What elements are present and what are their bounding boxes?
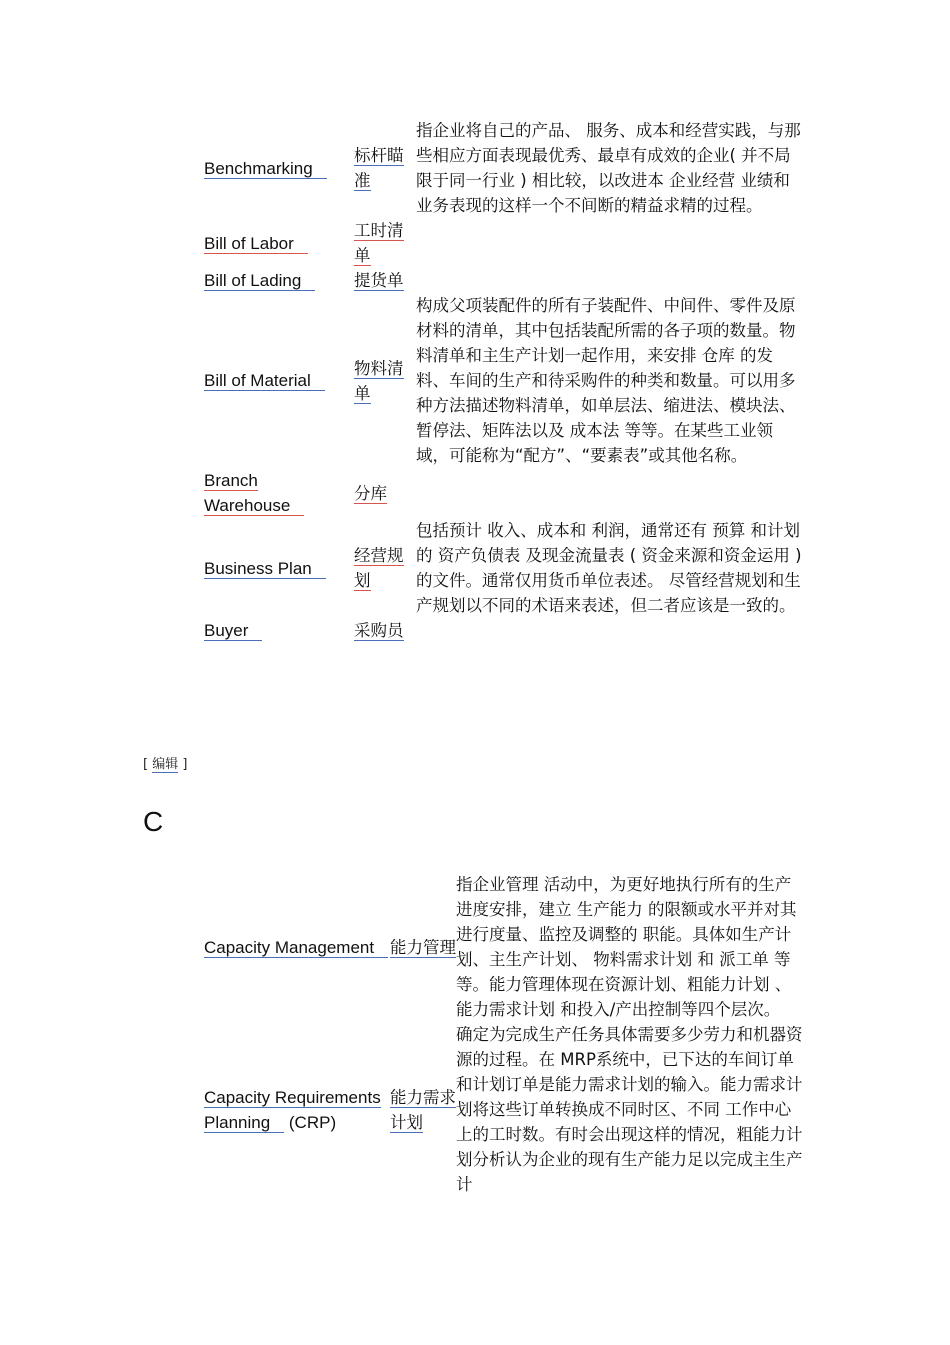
term-bill-of-material[interactable]: Bill of Material — [204, 371, 325, 391]
definition-text — [416, 618, 804, 643]
term-branch-warehouse[interactable]: Branch Warehouse — [204, 471, 304, 516]
definition-text — [416, 268, 804, 293]
cn-term[interactable]: 经营规划 — [354, 546, 404, 590]
table-row — [204, 468, 804, 518]
table-row — [204, 872, 804, 1022]
glossary-table-b — [204, 118, 804, 643]
definition-text: 指企业管理 活动中，为更好地执行所有的生产进度安排，建立 生产能力 的限额或水平并对其进行度量、监控及调整的 职能。具体如生产计划、主生产计划、 物料需求计划 和 派工单 等等。能力管理体现在资源计划、粗能力计划 、能力需求计划 和投入/产出控制等四个层次。 — [456, 875, 797, 1019]
table-row — [204, 518, 804, 618]
table-row — [204, 118, 804, 218]
term-bill-of-lading[interactable]: Bill of Lading — [204, 271, 315, 291]
table-row — [204, 293, 804, 468]
table-row — [204, 218, 804, 268]
definition-text: 确定为完成生产任务具体需要多少劳力和机器资源的过程。在 MRP系统中，已下达的车间订单和计划订单是能力需求计划的输入。能力需求计划将这些订单转换成不同时区、不同 工作中心 上的工时数。有时会出现这样的情况，粗能力计划分析认为企业的现有生产能力足以完成主生产计 — [456, 1025, 803, 1194]
table-row — [204, 268, 804, 293]
glossary-table-c — [204, 872, 804, 1197]
definition-text: 构成父项装配件的所有子装配件、中间件、零件及原材料的清单，其中包括装配所需的各子项的数量。物料清单和主生产计划一起作用，来安排 仓库 的发料、车间的生产和待采购件的种类和数量。可以用多种方法描述物料清单，如单层法、缩进法、模块法、暂停法、矩阵法以及 成本法 等等。在某些工业领域，可能称为“配方”、“要素表”或其他名称。 — [416, 296, 796, 465]
term-capacity-requirements-planning[interactable]: Capacity Requirements Planning — [204, 1087, 381, 1132]
table-row — [204, 1022, 804, 1197]
cn-term[interactable]: 采购员 — [354, 621, 404, 640]
definition-text: 包括预计 收入、成本和 利润，通常还有 预算 和计划的 资产负债表 及现金流量表 ( 资金来源和资金运用 ) 的文件。通常仅用货币单位表述。 尽管经营规划和生产规划以不同的术语来表述，但二者应该是一致的。 — [416, 521, 802, 615]
definition-text: 指企业将自己的产品、 服务、成本和经营实践，与那些相应方面表现最优秀、最卓有成效的企业( 并不局限于同一行业 ) 相比较，以改进本 企业经营 业绩和业务表现的这样一个不间断的精益求精的过程。 — [416, 121, 801, 215]
cn-term[interactable]: 能力管理 — [390, 937, 456, 957]
term-bill-of-labor[interactable]: Bill of Labor — [204, 234, 308, 254]
term-suffix: (CRP) — [284, 1112, 337, 1132]
term-capacity-management[interactable]: Capacity Management — [204, 938, 388, 958]
definition-text — [416, 218, 804, 268]
cn-term[interactable]: 分库 — [354, 483, 387, 503]
cn-term[interactable]: 能力需求计划 — [390, 1087, 456, 1132]
edit-bracket-open: [ — [143, 757, 153, 772]
edit-link-container — [143, 753, 187, 772]
edit-bracket-close: ] — [178, 757, 188, 772]
table-row — [204, 618, 804, 643]
cn-term[interactable]: 提货单 — [354, 271, 404, 290]
term-buyer[interactable]: Buyer — [204, 621, 262, 641]
cn-term[interactable]: 物料清单 — [354, 358, 404, 403]
edit-link[interactable]: 编辑 — [152, 757, 179, 772]
term-benchmarking[interactable]: Benchmarking — [204, 159, 327, 179]
term-business-plan[interactable]: Business Plan — [204, 559, 326, 579]
section-heading: C — [143, 806, 164, 837]
definition-text — [416, 468, 804, 518]
cn-term[interactable]: 工时清单 — [354, 221, 404, 265]
cn-term[interactable]: 标杆瞄准 — [354, 146, 404, 190]
